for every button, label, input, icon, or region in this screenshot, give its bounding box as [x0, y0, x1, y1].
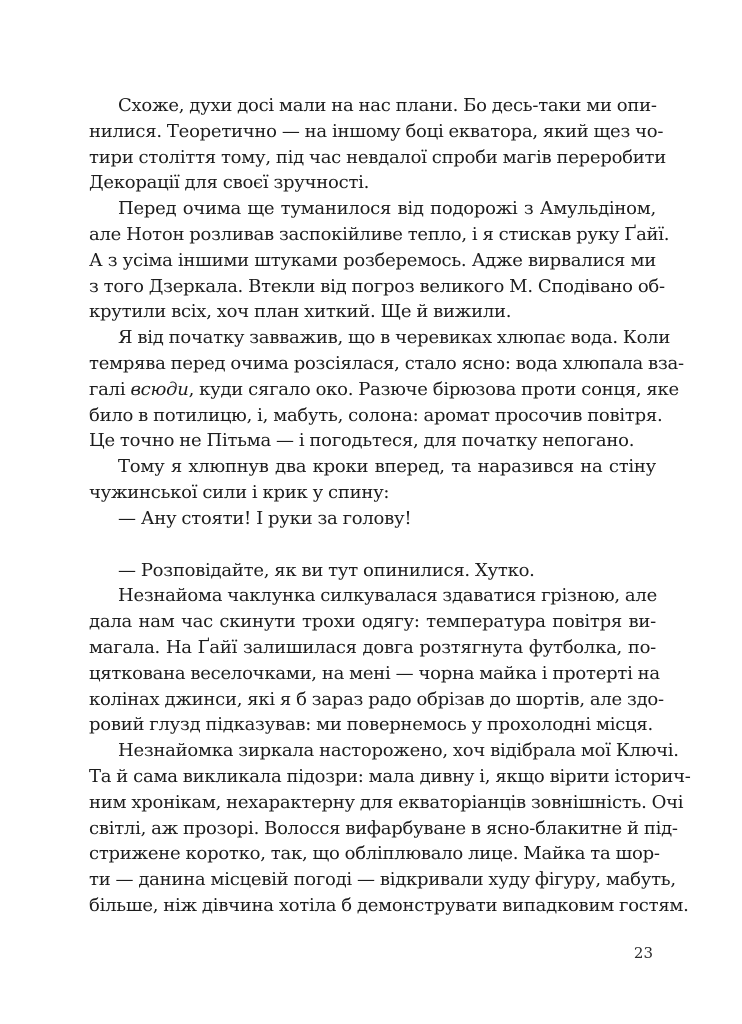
text-line: Декорації для своєї зручності.: [89, 172, 370, 194]
paragraph: [89, 93, 666, 196]
text-line: світлі, аж прозорі. Волосся вифарбуване в ясно-блакитне й під-: [89, 817, 678, 839]
text-line: цяткована веселочками, на мені — чорна майка і протерті на: [89, 662, 660, 684]
text-line: било в потилицю, і, мабуть, солона: аромат просочив повітря.: [89, 404, 663, 426]
text-line: Схоже, духи досі мали на нас плани. Бо десь-таки ми опи-: [118, 95, 657, 116]
text-line: Незнайомка зиркала насторожено, хоч відібрала мої Ключі.: [118, 740, 679, 762]
text-line: Тому я хлюпнув два кроки вперед, та наразився на стіну: [118, 456, 656, 478]
text-line: крутили всіх, хоч план хиткий. Ще й вижили.: [89, 301, 512, 323]
italic-word: всюди: [130, 378, 189, 400]
paragraph: [89, 196, 670, 325]
text-line-with-italic: галі всюди, куди сягало око. Разюче бірюзова проти сонця, яке: [89, 378, 679, 400]
text-line: більше, ніж дівчина хотіла б демонструвати випадковим гостям.: [89, 894, 689, 916]
dialogue-line: [89, 558, 656, 584]
paragraph: [89, 583, 664, 738]
scene-break: [89, 532, 656, 558]
paragraph: [89, 738, 691, 919]
text-line: ним хронікам, нехарактерну для екваторіанців зовнішність. Очі: [89, 791, 684, 813]
text-line: Перед очима ще туманилося від подорожі з Амульдіном,: [118, 198, 656, 220]
text-line: Та й сама викликала підозри: мала дивну і, якщо вірити історич-: [89, 765, 691, 787]
text-line: чужинської сили і крик у спину:: [89, 481, 390, 503]
text-line: ровий глузд підказував: ми повернемось у прохолодні місця.: [89, 714, 653, 736]
text-line: — Розповідайте, як ви тут опинилися. Хутко.: [118, 559, 535, 581]
text-line: стрижене коротко, так, що обліплювало лице. Майка та шор-: [89, 843, 660, 865]
paragraph: [89, 325, 684, 454]
text-line: Я від початку завважив, що в черевиках хлюпає вода. Коли: [118, 327, 671, 349]
text-line: — Ану стояти! І руки за голову!: [118, 507, 412, 529]
text-line: Це точно не Пітьма — і погодьтеся, для початку непогано.: [89, 430, 635, 452]
text-line: магала. На Ґайї залишилася довга розтягнута футболка, по-: [89, 636, 656, 658]
text-line: Незнайома чаклунка силкувалася здаватися грізною, але: [118, 585, 657, 607]
text-line: але Нотон розливав заспокійливе тепло, і я стискав руку Ґайї.: [89, 223, 670, 245]
dialogue-line: [89, 506, 656, 532]
text-line: А з усіма іншими штуками розберемось. Адже вирвалися ми: [89, 249, 656, 271]
page-number: 23: [633, 944, 653, 962]
text-line: колінах джинси, які я б зараз радо обрізав до шортів, але здо-: [89, 688, 664, 710]
text-line: нилися. Теоретично — на іншому боці екватора, який щез чо-: [89, 120, 664, 142]
text-line: тири століття тому, під час невдалої спроби магів переробити: [89, 146, 666, 168]
text-line: темрява перед очима розсіялася, стало ясно: вода хлюпала вза-: [89, 352, 684, 374]
paragraph: [89, 454, 656, 506]
text-line: ти — данина місцевій погоді — відкривали худу фігуру, мабуть,: [89, 869, 676, 891]
text-line: з того Дзеркала. Втекли від погроз великого М. Сподівано об-: [89, 275, 665, 297]
text-line: дала нам час скинути трохи одягу: температура повітря ви-: [89, 611, 656, 633]
body-text: [89, 93, 691, 919]
